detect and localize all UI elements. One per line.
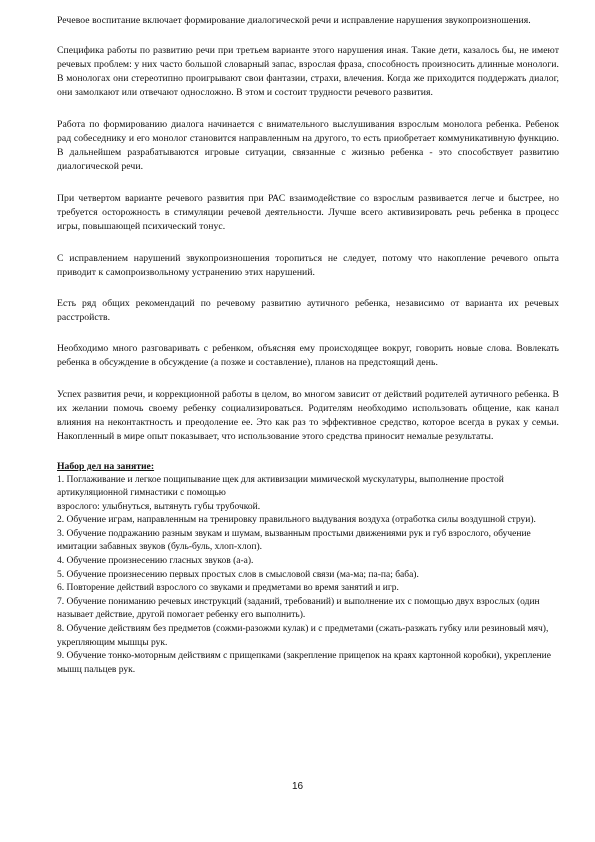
document-page [57,14,559,677]
paragraph-talk-with-child: Необходимо много разговаривать с ребенком, объясняя ему происходящее вокруг, говорить новые слова. Вовлекать ребенка в обсуждение в обсуждение (а позже и составление), планов на предстоящий день. [57,343,559,368]
paragraph-fourth-variant: При четвертом варианте речевого развития при РАС взаимодействие со взрослым развивается легче и быстрее, но требуется осторожность в стимуляции речевой деятельности. Лучше всего активизировать речь ребенка в процесс игры, повышающей психический тонус. [57,193,559,232]
activity-list [57,460,559,677]
list-item: 1. Поглаживание и легкое пощипывание щек для активизации мимической мускулатуры, выполнение простой артикуляционной гимнастики с помощью [57,474,504,499]
page-number: 16 [291,781,304,792]
list-item: 4. Обучение произнесению гласных звуков (а-а). [57,556,254,567]
list-item: 6. Повторение действий взрослого со звуками и предметами во время занятий и игр. [57,583,399,594]
paragraph-sound-correction: С исправлением нарушений звукопроизношения торопиться не следует, потому что накопление речевого опыта приводит к самопроизвольному устранению этих нарушений. [57,253,559,278]
paragraph-speech-education: Речевое воспитание включает формирование диалогической речи и исправление нарушения звукопроизношения. [57,15,531,26]
paragraph-parents-role: Успех развития речи, и коррекционной работы в целом, во многом зависит от действий родителей аутичного ребенка. В их желании помочь своему ребенку социализироваться. Родителям необходимо использовать общение, как канал влияния на неконтактность и преодоление ее. Это как раз то эффективное средство, которое всегда в руках у семьи. Накопленный в мире опыт показывает, что использование этого средства приносит немалые результаты. [57,389,559,442]
paragraph-dialogue-formation: Работа по формированию диалога начинается с внимательного выслушивания взрослым монолога ребенка. Ребенок рад собеседнику и его монолог становится направленным на другого, то есть приобретает коммуникативную функцию. В дальнейшем разрабатываются игровые ситуации, связанные с жизнью ребенка - это способствует развитию диалогической речи. [57,119,559,172]
list-item: 3. Обучение подражанию разным звукам и шумам, вызванным простыми движениями рук и губ взрослого, обучение имитации забавных звуков (буль-буль, хлоп-хлоп). [57,528,531,553]
list-item: 8. Обучение действиям без предметов (сожми-разожми кулак) и с предметами (сжать-разжать губку или резиновый мяч), укрепляющим мышцы рук. [57,624,549,648]
list-item: 5. Обучение произнесению первых простых слов в смысловой связи (ма-ма; па-па; баба). [57,569,419,580]
activity-list-title: Набор дел на занятие: [57,461,155,472]
list-item: 7. Обучение пониманию речевых инструкций (заданий, требований) и выполнение их с помощью двух взрослых (один называет действие, другой помогает ребенку его выполнить). [57,596,540,621]
list-item: 9. Обучение тонко-моторным действиям с прищепками (закрепление прищепок на краях картонной коробки), укрепление мышц пальцев рук. [57,651,551,675]
paragraph-third-variant: Специфика работы по развитию речи при третьем варианте этого нарушения иная. Такие дети, казалось бы, не имеют речевых проблем: у них часто большой словарный запас, взрослая фраза, способность произносить длинные монологи. В монологах они стереотипно проигрывают свои фантазии, страхи, влечения. Когда же приходится поддержать диалог, они замолкают или отвечают односложно. В этом и состоит трудности речевого развития. [57,45,559,98]
paragraph-general-recommendations: Есть ряд общих рекомендаций по речевому развитию аутичного ребенка, независимо от варианта их речевых расстройств. [57,298,559,323]
list-item: 2. Обучение играм, направленным на тренировку правильного выдувания воздуха (отработка силы воздушной струи). [57,515,536,526]
list-item: взрослого: улыбнуться, вытянуть губы трубочкой. [57,501,261,512]
